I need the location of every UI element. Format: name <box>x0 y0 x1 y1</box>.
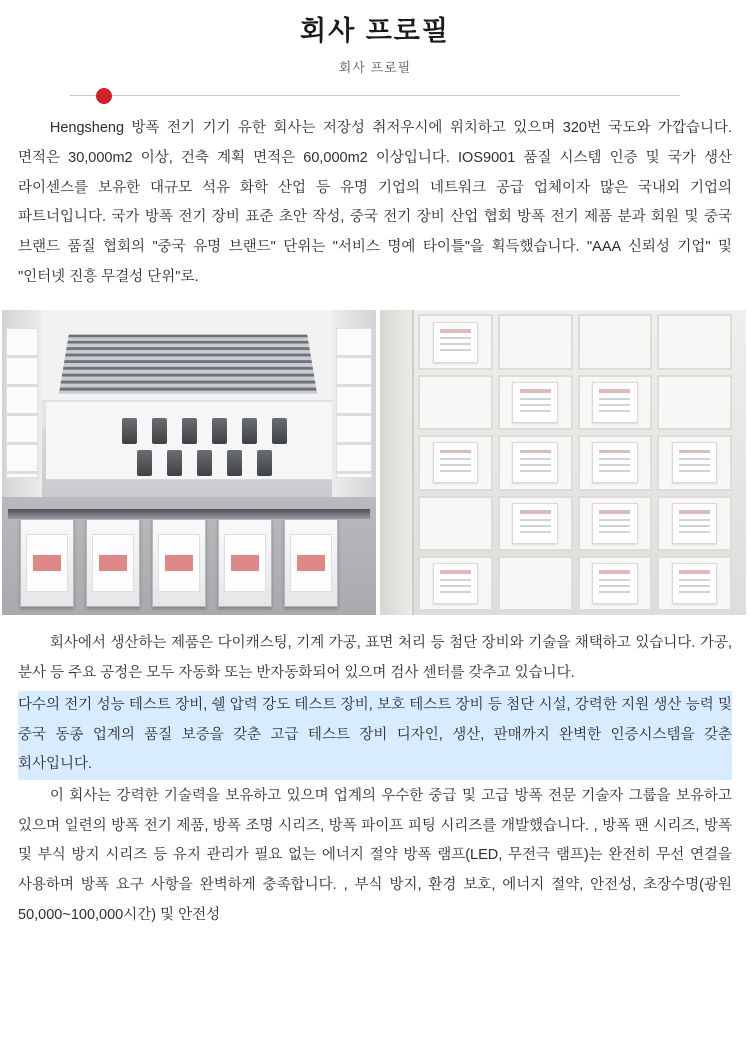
header-divider <box>30 86 720 104</box>
divider-line <box>70 95 680 96</box>
intro-paragraph: Hengsheng 방폭 전기 기기 유한 회사는 저장성 취저우시에 위치하고 있으며 320번 국도와 가깝습니다. 면적은 30,000m2 이상, 건축 계획 면적은 60,000m2 이상입니다. IOS9001 품질 시스템 인증 및 국가 생산 라이센스를 보유한 대규모 석유 화학 산업 등 유명 기업의 네트워크 공급 업체이자 많은 국내외 기업의 파트너입니다. 국가 방폭 전기 장비 표준 초안 작성, 중국 전기 장비 산업 협회 방폭 전기 제품 분과 회원 및 중국 브랜드 품질 협회의 "중국 유명 브랜드" 단위는 "서비스 명예 타이틀"을 획득했습니다. "AAA 신뢰성 기업" 및 "인터넷 진흥 무결성 단위"로. <box>18 120 732 285</box>
body-paragraph-1: 회사에서 생산하는 제품은 다이캐스팅, 기계 가공, 표면 처리 등 첨단 장비와 기술을 채택하고 있습니다. 가공, 분사 등 주요 공정은 모두 자동화 또는 반자동화되어 있으며 검사 센터를 갖추고 있습니다. <box>18 635 732 682</box>
body-paragraph-2: 다수의 전기 성능 테스트 장비, 쉘 압력 강도 테스트 장비, 보호 테스트 장비 등 첨단 시설, 강력한 지원 생산 능력 및 중국 동종 업계의 품질 보증을 갖춘 고급 테스트 장비 디자인, 생산, 판매까지 완벽한 인증시스템을 갖춘 회사입니다. <box>18 691 732 780</box>
body-paragraph-3: 이 회사는 강력한 기술력을 보유하고 있으며 업계의 우수한 중급 및 고급 방폭 전문 기술자 그룹을 보유하고 있으며 일련의 방폭 전기 제품, 방폭 조명 시리즈, 방폭 파이프 피팅 시리즈를 개발했습니다. , 방폭 팬 시리즈, 방폭 및 부식 방지 시리즈 등 유지 관리가 필요 없는 에너지 절약 방폭 램프(LED, 무전극 램프)는 완전히 무선 연결을 사용하며 방폭 요구 사항을 완벽하게 충족합니다. , 부식 방지, 환경 보호, 에너지 절약, 안전성, 초장수명(광원 50,000~100,000시간) 및 안전성 <box>18 788 732 923</box>
page-subtitle: 회사 프로필 <box>338 60 412 76</box>
certificate-wall-photo <box>380 310 746 615</box>
gallery <box>0 310 750 615</box>
body-section <box>0 615 750 946</box>
divider-dot-icon <box>96 88 112 104</box>
intro-section <box>0 104 750 292</box>
page-header <box>0 0 750 104</box>
page-title: 회사 프로필 <box>300 16 450 46</box>
showroom-photo <box>2 310 376 615</box>
